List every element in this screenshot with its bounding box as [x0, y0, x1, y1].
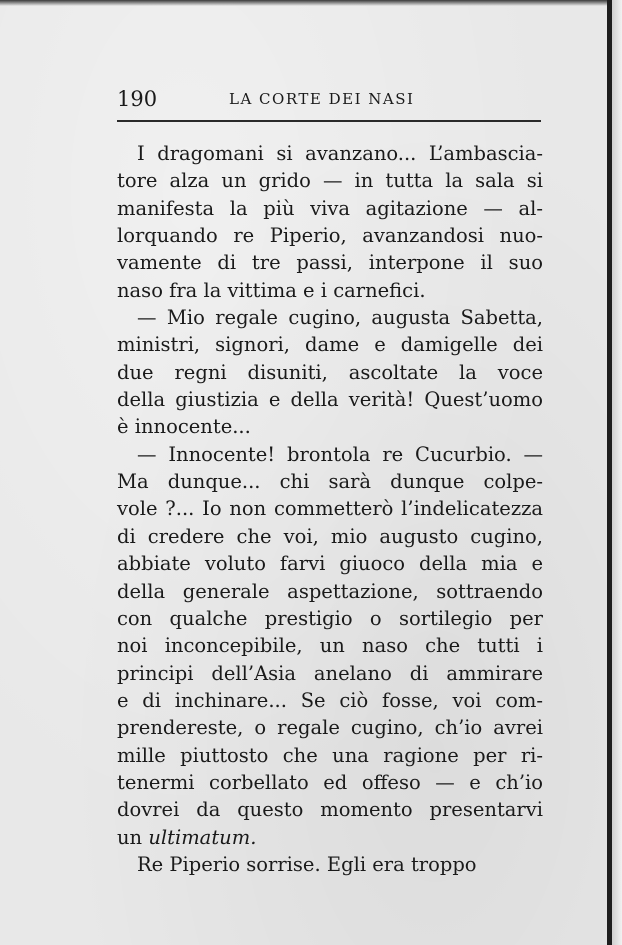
text-line: noi inconcepibile, un naso che tutti i [117, 634, 543, 658]
text-line: naso fra la vittima e i carnefici. [117, 278, 426, 302]
text-line: con qualche prestigio o sortilegio per [117, 606, 543, 630]
text-line: dovrei da questo momento presentarvi [117, 798, 543, 822]
text-line: Re Piperio sorrise. Egli era troppo [137, 852, 477, 876]
text-line: Ma dunque... chi sarà dunque colpe- [117, 470, 543, 494]
page-top-edge [0, 0, 622, 6]
page-number: 190 [117, 87, 158, 111]
text-line: vamente di tre passi, interpone il suo [117, 251, 543, 275]
text-line: principi dell’Asia anelano di ammirare [117, 661, 543, 685]
text-line: tore alza un grido — in tutta la sala si [117, 169, 543, 193]
text-line: è innocente... [117, 415, 251, 439]
text-line: — Mio regale cugino, augusta Sabetta, [137, 306, 543, 330]
text-line: e di inchinare... Se ciò fosse, voi com- [117, 688, 543, 712]
text-line: della generale aspettazione, sottraendo [117, 579, 543, 603]
text-line: abbiate voluto farvi giuoco della mia e [117, 552, 543, 576]
text-line: mille piuttosto che una ragione per ri- [117, 743, 543, 767]
text-line: prendereste, o regale cugino, ch’io avrei [117, 716, 543, 740]
header-rule [117, 120, 541, 122]
text-line: I dragomani si avanzano... L’ambascia- [137, 142, 543, 165]
page-binding-edge [607, 0, 612, 945]
text-line: lorquando re Piperio, avanzandosi nuo- [117, 224, 543, 248]
text-line: della giustizia e della verità! Quest’uomo [117, 388, 543, 412]
body-text [117, 140, 543, 878]
running-header [117, 86, 541, 116]
text-line: di credere che voi, mio augusto cugino, [117, 524, 543, 548]
text-line: vole ?... Io non commetterò l’indelicatezza [117, 497, 543, 521]
text-line-ultimatum [117, 824, 543, 851]
text-line: due regni disuniti, ascoltate la voce [117, 360, 543, 384]
text-line: — Innocente! brontola re Cucurbio. — [137, 442, 543, 466]
text-line: manifesta la più viva agitazione — al- [117, 196, 543, 220]
running-title: LA CORTE DEI NASI [229, 90, 415, 108]
text-line: tenermi corbellato ed offeso — e ch’io [117, 770, 543, 794]
italic-term: ultimatum. [148, 825, 257, 849]
page-gutter-shadow [612, 0, 622, 945]
text-line: ministri, signori, dame e damigelle dei [117, 333, 543, 357]
text-fragment: un [117, 825, 143, 849]
